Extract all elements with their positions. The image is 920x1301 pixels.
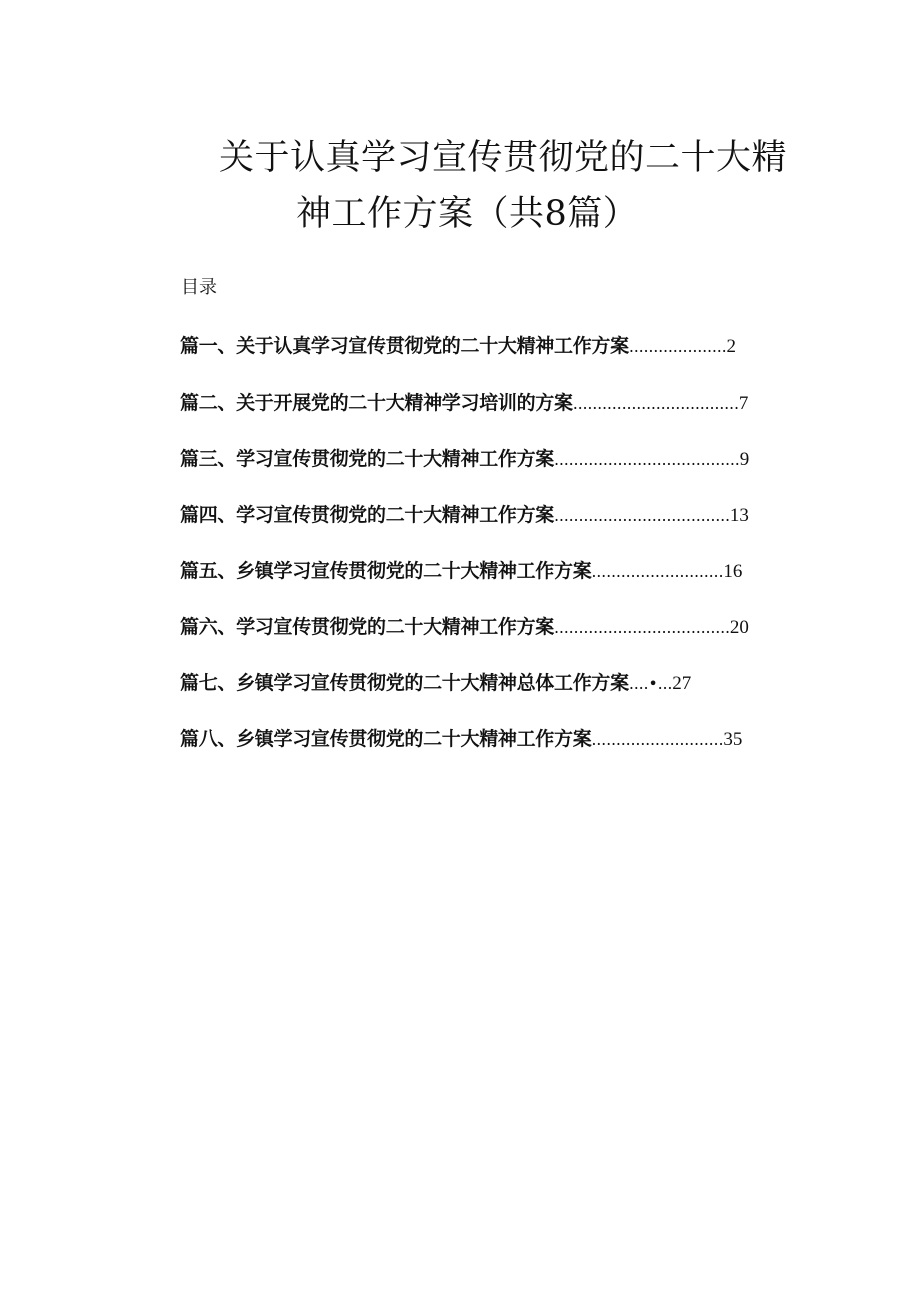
toc-entry-page-number: 13 [729, 505, 749, 526]
toc-entry[interactable] [180, 611, 749, 637]
toc-entry-label: 篇四、学习宣传贯彻党的二十大精神工作方案 [180, 504, 555, 526]
toc-entry[interactable] [180, 443, 749, 469]
toc-entry-leader: .................................... [554, 620, 730, 637]
toc-entry-label: 篇八、乡镇学习宣传贯彻党的二十大精神工作方案 [180, 728, 592, 750]
toc-entry-page-number: 9 [739, 449, 750, 470]
toc-entry-label: 篇二、关于开展党的二十大精神学习培训的方案 [180, 392, 573, 414]
toc-entry-label: 篇六、学习宣传贯彻党的二十大精神工作方案 [180, 616, 555, 638]
toc-heading: 目录 [181, 277, 217, 298]
toc-entry-leader: ...................................... [554, 452, 740, 469]
toc-entry[interactable] [180, 330, 736, 356]
toc-entry-page-number: 20 [729, 617, 749, 638]
document-title-line-1: 关于认真学习宣传贯彻党的二十大精 [219, 138, 788, 178]
toc-entry-leader: ........................... [591, 564, 724, 581]
toc-entry-leader: ....•... [628, 676, 673, 693]
toc-entry-leader: .................................... [554, 508, 730, 525]
toc-entry[interactable] [180, 723, 742, 749]
toc-entry[interactable] [180, 499, 749, 525]
toc-entry-page-number: 7 [738, 393, 749, 414]
toc-entry[interactable] [180, 555, 742, 581]
toc-entry[interactable] [180, 387, 748, 413]
toc-entry-label: 篇三、学习宣传贯彻党的二十大精神工作方案 [180, 448, 555, 470]
toc-entry-page-number: 2 [726, 336, 737, 357]
toc-entry-leader: ........................... [591, 732, 724, 749]
toc-entry-page-number: 16 [723, 561, 743, 582]
toc-entry-page-number: 27 [672, 673, 692, 694]
toc-entry-label: 篇七、乡镇学习宣传贯彻党的二十大精神总体工作方案 [180, 672, 629, 694]
toc-entry-leader: .................................. [572, 396, 739, 413]
toc-entry-label: 篇一、关于认真学习宣传贯彻党的二十大精神工作方案 [180, 335, 629, 357]
document-title-line-2: 神工作方案（共8篇） [296, 194, 639, 234]
toc-entry-label: 篇五、乡镇学习宣传贯彻党的二十大精神工作方案 [180, 560, 592, 582]
toc-entry-leader: .................... [628, 339, 727, 356]
toc-entry[interactable] [180, 667, 691, 693]
toc-entry-page-number: 35 [723, 729, 743, 750]
